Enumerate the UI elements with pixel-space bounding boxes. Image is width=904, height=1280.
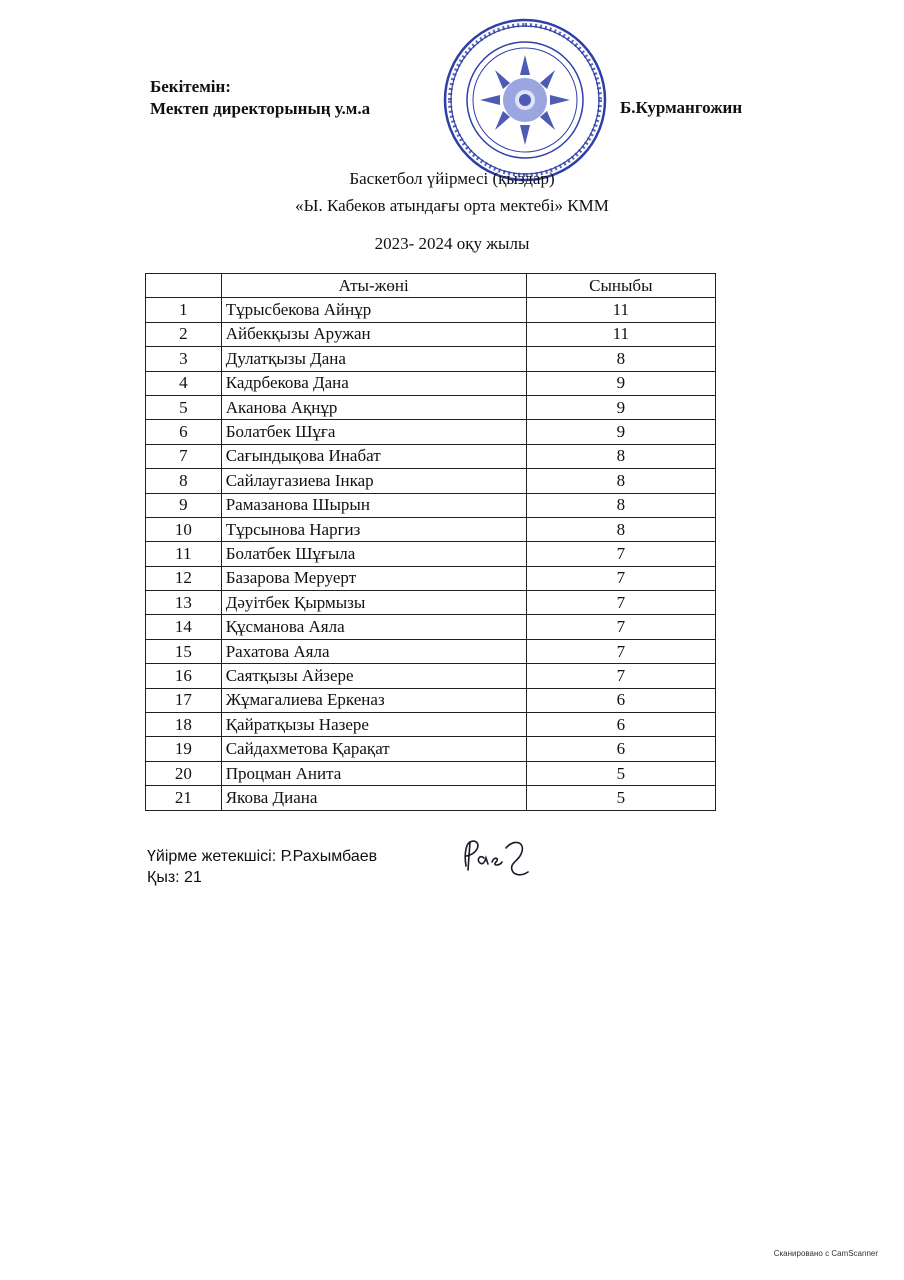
student-name: Процман Анита <box>221 761 526 785</box>
student-name: Болатбек Шұға <box>221 420 526 444</box>
table-row <box>146 469 716 493</box>
girls-count: Қыз: 21 <box>147 869 202 886</box>
table-row <box>146 639 716 663</box>
row-number: 17 <box>146 688 222 712</box>
student-grade: 8 <box>526 444 715 468</box>
student-name: Тұрысбекова Айнұр <box>221 298 526 322</box>
row-number: 21 <box>146 786 222 810</box>
row-number: 5 <box>146 395 222 419</box>
emblem-icon <box>480 55 570 145</box>
student-grade: 11 <box>526 322 715 346</box>
school-seal-stamp <box>440 15 610 185</box>
club-leader: Үйірме жетекшісі: Р.Рахымбаев <box>147 848 378 865</box>
table-row <box>146 786 716 810</box>
student-grade: 8 <box>526 347 715 371</box>
student-name: Базарова Меруерт <box>221 566 526 590</box>
row-number: 4 <box>146 371 222 395</box>
student-grade: 6 <box>526 713 715 737</box>
student-grade: 9 <box>526 371 715 395</box>
scanner-watermark: Сканировано с CamScanner <box>773 1249 878 1258</box>
student-grade: 5 <box>526 761 715 785</box>
student-name: Сайдахметова Қарақат <box>221 737 526 761</box>
student-grade: 7 <box>526 639 715 663</box>
table-row <box>146 664 716 688</box>
student-grade: 5 <box>526 786 715 810</box>
academic-year: 2023- 2024 оқу жылы <box>374 234 530 253</box>
student-grade: 6 <box>526 737 715 761</box>
row-number: 10 <box>146 517 222 541</box>
student-grade: 9 <box>526 420 715 444</box>
row-number: 11 <box>146 542 222 566</box>
table-row <box>146 493 716 517</box>
school-name: «Ы. Кабеков атындағы орта мектебі» КММ <box>295 196 609 215</box>
table-row <box>146 542 716 566</box>
student-name: Дулатқызы Дана <box>221 347 526 371</box>
row-number: 14 <box>146 615 222 639</box>
table-row <box>146 615 716 639</box>
student-grade: 8 <box>526 469 715 493</box>
row-number: 20 <box>146 761 222 785</box>
row-number: 7 <box>146 444 222 468</box>
row-number: 13 <box>146 591 222 615</box>
table-row <box>146 298 716 322</box>
row-number: 9 <box>146 493 222 517</box>
student-name: Құсманова Аяла <box>221 615 526 639</box>
row-number: 12 <box>146 566 222 590</box>
student-grade: 11 <box>526 298 715 322</box>
document-title: Баскетбол үйірмесі (қыздар) <box>349 169 555 188</box>
student-name: Болатбек Шұғыла <box>221 542 526 566</box>
table-row <box>146 566 716 590</box>
table-row <box>146 444 716 468</box>
footer-block <box>147 846 377 888</box>
header-name: Аты-жөні <box>221 274 526 298</box>
row-number: 15 <box>146 639 222 663</box>
student-grade: 9 <box>526 395 715 419</box>
table-header-row <box>146 274 716 298</box>
student-grade: 8 <box>526 517 715 541</box>
student-name: Саятқызы Айзере <box>221 664 526 688</box>
student-name: Айбекқызы Аружан <box>221 322 526 346</box>
header-number <box>146 274 222 298</box>
table-row <box>146 591 716 615</box>
table-row <box>146 371 716 395</box>
table-row <box>146 713 716 737</box>
student-name: Қайратқызы Назере <box>221 713 526 737</box>
student-name: Тұрсынова Наргиз <box>221 517 526 541</box>
student-grade: 7 <box>526 542 715 566</box>
student-name: Сағындықова Инабат <box>221 444 526 468</box>
student-roster-table <box>145 273 716 811</box>
student-grade: 7 <box>526 566 715 590</box>
student-name: Аканова Ақнұр <box>221 395 526 419</box>
student-name: Дәуітбек Қырмызы <box>221 591 526 615</box>
student-grade: 8 <box>526 493 715 517</box>
table-row <box>146 517 716 541</box>
student-grade: 6 <box>526 688 715 712</box>
table-row <box>146 347 716 371</box>
student-name: Якова Диана <box>221 786 526 810</box>
signature-icon <box>465 841 528 875</box>
row-number: 16 <box>146 664 222 688</box>
table-row <box>146 737 716 761</box>
table-row <box>146 322 716 346</box>
student-name: Рамазанова Шырын <box>221 493 526 517</box>
header-grade: Сыныбы <box>526 274 715 298</box>
table-row <box>146 420 716 444</box>
approval-block <box>150 76 370 120</box>
row-number: 6 <box>146 420 222 444</box>
table-row <box>146 761 716 785</box>
approval-label: Бекітемін: <box>150 77 231 96</box>
table-row <box>146 688 716 712</box>
student-grade: 7 <box>526 664 715 688</box>
student-grade: 7 <box>526 615 715 639</box>
row-number: 2 <box>146 322 222 346</box>
table-row <box>146 395 716 419</box>
row-number: 3 <box>146 347 222 371</box>
student-name: Рахатова Аяла <box>221 639 526 663</box>
student-grade: 7 <box>526 591 715 615</box>
row-number: 1 <box>146 298 222 322</box>
handwritten-signature <box>458 836 538 882</box>
row-number: 8 <box>146 469 222 493</box>
director-name: Б.Курмангожин <box>620 98 743 117</box>
student-name: Сайлаугазиева Інкар <box>221 469 526 493</box>
row-number: 18 <box>146 713 222 737</box>
approval-position: Мектеп директорының у.м.а <box>150 99 371 118</box>
row-number: 19 <box>146 737 222 761</box>
student-name: Жұмагалиева Еркеназ <box>221 688 526 712</box>
student-name: Кадрбекова Дана <box>221 371 526 395</box>
